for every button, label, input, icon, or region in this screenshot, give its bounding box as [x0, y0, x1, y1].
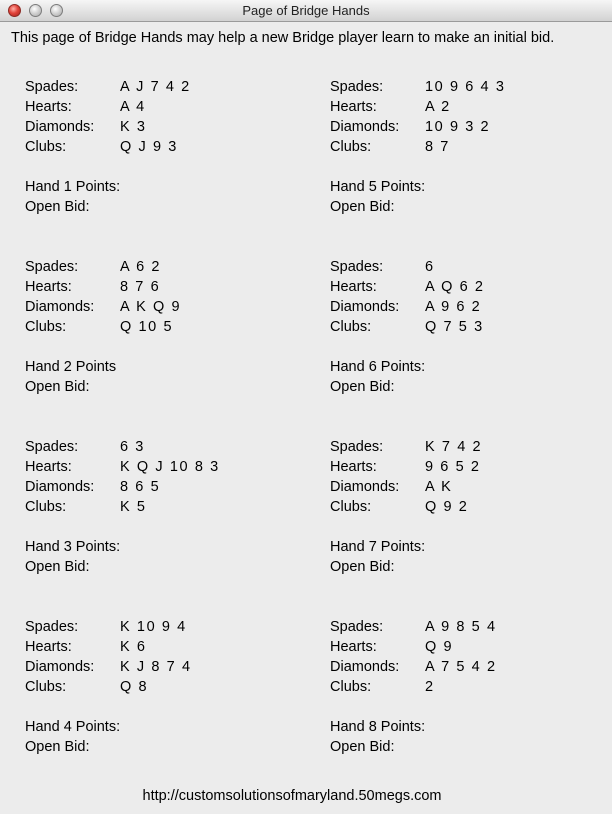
hand-points: [25, 357, 285, 377]
diamonds-label: Diamonds:: [330, 479, 400, 495]
open-bid: [25, 737, 285, 757]
hand-points-label: Hand 1 Points:: [25, 179, 121, 195]
hearts-label: Hearts:: [330, 279, 377, 295]
clubs-cards: 2: [425, 679, 435, 695]
diamonds-cards: A K Q 9: [120, 299, 182, 315]
open-bid: [330, 557, 590, 577]
spades-label: Spades:: [25, 259, 79, 275]
hearts-cards: 8 7 6: [120, 279, 161, 295]
hearts-cards: 9 6 5 2: [425, 459, 481, 475]
spades-label: Spades:: [25, 79, 79, 95]
clubs-cards: Q 9 2: [425, 499, 469, 515]
hand-6: [330, 257, 590, 397]
spades-label: Spades:: [330, 439, 384, 455]
diamonds-label: Diamonds:: [25, 299, 95, 315]
hand-points-label: Hand 3 Points:: [25, 539, 121, 555]
diamonds-row: [25, 657, 285, 677]
spades-cards: K 10 9 4: [120, 619, 187, 635]
spades-row: [330, 77, 590, 97]
hand-points-label: Hand 2 Points: [25, 359, 117, 375]
hand-5: [330, 77, 590, 217]
diamonds-cards: A K: [425, 479, 453, 495]
hearts-row: [25, 97, 285, 117]
clubs-cards: 8 7: [425, 139, 450, 155]
spades-row: [330, 257, 590, 277]
diamonds-cards: K 3: [120, 119, 147, 135]
hand-points-label: Hand 7 Points:: [330, 539, 426, 555]
hand-1: [25, 77, 285, 217]
clubs-label: Clubs:: [25, 499, 67, 515]
clubs-row: [330, 317, 590, 337]
diamonds-cards: 8 6 5: [120, 479, 161, 495]
open-bid: [25, 377, 285, 397]
hand-8: [330, 617, 590, 757]
hearts-row: [330, 97, 590, 117]
spades-row: [330, 617, 590, 637]
diamonds-label: Diamonds:: [330, 299, 400, 315]
hearts-label: Hearts:: [25, 279, 72, 295]
spades-row: [25, 617, 285, 637]
spades-cards: K 7 4 2: [425, 439, 483, 455]
diamonds-label: Diamonds:: [330, 119, 400, 135]
diamonds-label: Diamonds:: [25, 479, 95, 495]
hand-2: [25, 257, 285, 397]
spades-cards: A 6 2: [120, 259, 162, 275]
spades-label: Spades:: [330, 259, 384, 275]
spades-label: Spades:: [25, 439, 79, 455]
spades-row: [25, 77, 285, 97]
spades-cards: A J 7 4 2: [120, 79, 191, 95]
window-title: Page of Bridge Hands: [242, 3, 370, 18]
hearts-cards: K Q J 10 8 3: [120, 459, 220, 475]
diamonds-row: [330, 657, 590, 677]
intro-text: This page of Bridge Hands may help a new Bridge player learn to make an initial bid.: [11, 30, 555, 46]
hand-points-label: Hand 8 Points:: [330, 719, 426, 735]
hearts-row: [330, 637, 590, 657]
hearts-cards: A Q 6 2: [425, 279, 485, 295]
hearts-label: Hearts:: [330, 99, 377, 115]
hearts-cards: A 2: [425, 99, 451, 115]
clubs-row: [25, 317, 285, 337]
clubs-row: [25, 137, 285, 157]
hand-points-label: Hand 4 Points:: [25, 719, 121, 735]
hearts-label: Hearts:: [25, 459, 72, 475]
hearts-label: Hearts:: [25, 99, 72, 115]
clubs-row: [25, 497, 285, 517]
clubs-cards: K 5: [120, 499, 147, 515]
hand-points-label: Hand 6 Points:: [330, 359, 426, 375]
clubs-row: [330, 497, 590, 517]
spades-label: Spades:: [330, 619, 384, 635]
spades-label: Spades:: [25, 619, 79, 635]
diamonds-cards: A 9 6 2: [425, 299, 482, 315]
footer-url: http://customsolutionsofmaryland.50megs.com: [142, 788, 442, 804]
open-bid: [25, 557, 285, 577]
hand-points: [330, 357, 590, 377]
diamonds-row: [25, 297, 285, 317]
hand-points: [25, 177, 285, 197]
open-bid-label: Open Bid:: [330, 379, 395, 395]
diamonds-label: Diamonds:: [25, 119, 95, 135]
open-bid: [330, 197, 590, 217]
title-bar[interactable]: [0, 0, 612, 22]
clubs-label: Clubs:: [25, 139, 67, 155]
diamonds-label: Diamonds:: [330, 659, 400, 675]
diamonds-row: [330, 477, 590, 497]
spades-row: [330, 437, 590, 457]
hand-points: [330, 537, 590, 557]
open-bid-label: Open Bid:: [25, 739, 90, 755]
open-bid-label: Open Bid:: [25, 559, 90, 575]
spades-cards: 10 9 6 4 3: [425, 79, 506, 95]
hand-3: [25, 437, 285, 577]
clubs-cards: Q 8: [120, 679, 149, 695]
clubs-row: [25, 677, 285, 697]
footer: [0, 788, 612, 804]
clubs-label: Clubs:: [330, 679, 372, 695]
diamonds-row: [330, 117, 590, 137]
spades-cards: A 9 8 5 4: [425, 619, 497, 635]
spades-row: [25, 257, 285, 277]
hearts-row: [25, 637, 285, 657]
spades-label: Spades:: [330, 79, 384, 95]
hand-points: [25, 717, 285, 737]
open-bid-label: Open Bid:: [330, 559, 395, 575]
hand-points-label: Hand 5 Points:: [330, 179, 426, 195]
hearts-label: Hearts:: [25, 639, 72, 655]
spades-row: [25, 437, 285, 457]
hearts-label: Hearts:: [330, 639, 377, 655]
hearts-row: [330, 457, 590, 477]
hearts-cards: K 6: [120, 639, 147, 655]
hearts-cards: A 4: [120, 99, 146, 115]
clubs-label: Clubs:: [330, 319, 372, 335]
open-bid: [25, 197, 285, 217]
open-bid: [330, 737, 590, 757]
open-bid-label: Open Bid:: [330, 199, 395, 215]
spades-cards: 6 3: [120, 439, 145, 455]
diamonds-cards: K J 8 7 4: [120, 659, 192, 675]
clubs-label: Clubs:: [25, 679, 67, 695]
spades-cards: 6: [425, 259, 435, 275]
hand-4: [25, 617, 285, 757]
hearts-row: [25, 277, 285, 297]
open-bid-label: Open Bid:: [25, 199, 90, 215]
diamonds-cards: 10 9 3 2: [425, 119, 491, 135]
clubs-cards: Q 7 5 3: [425, 319, 484, 335]
diamonds-row: [25, 477, 285, 497]
clubs-row: [330, 137, 590, 157]
clubs-label: Clubs:: [330, 499, 372, 515]
diamonds-cards: A 7 5 4 2: [425, 659, 497, 675]
clubs-cards: Q J 9 3: [120, 139, 178, 155]
clubs-label: Clubs:: [330, 139, 372, 155]
open-bid-label: Open Bid:: [330, 739, 395, 755]
hand-points: [25, 537, 285, 557]
diamonds-row: [330, 297, 590, 317]
diamonds-label: Diamonds:: [25, 659, 95, 675]
hand-points: [330, 717, 590, 737]
hearts-row: [25, 457, 285, 477]
clubs-row: [330, 677, 590, 697]
hearts-row: [330, 277, 590, 297]
hearts-cards: Q 9: [425, 639, 454, 655]
open-bid-label: Open Bid:: [25, 379, 90, 395]
hearts-label: Hearts:: [330, 459, 377, 475]
hand-points: [330, 177, 590, 197]
hand-7: [330, 437, 590, 577]
clubs-cards: Q 10 5: [120, 319, 174, 335]
diamonds-row: [25, 117, 285, 137]
open-bid: [330, 377, 590, 397]
clubs-label: Clubs:: [25, 319, 67, 335]
